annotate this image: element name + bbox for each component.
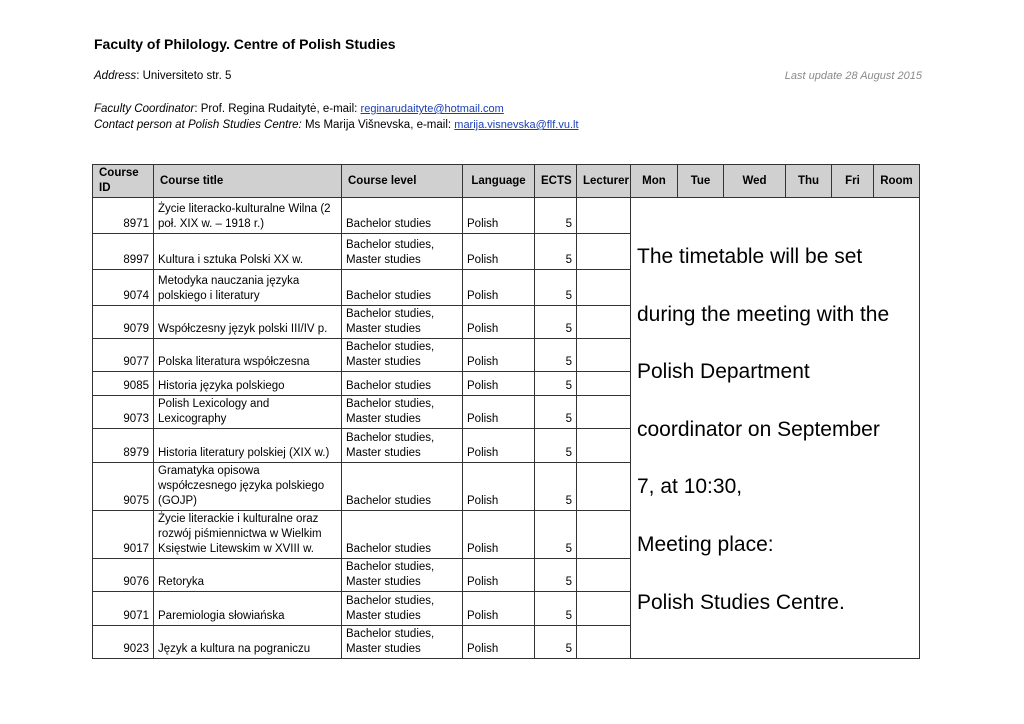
header-mon: Mon: [631, 165, 678, 198]
course-level-cell: Bachelor studies: [342, 198, 463, 234]
course-title-cell: Kultura i sztuka Polski XX w.: [154, 234, 342, 270]
course-level-cell: Bachelor studies: [342, 372, 463, 396]
course-id-cell: 9079: [93, 306, 154, 339]
header-thu: Thu: [786, 165, 832, 198]
course-level-cell: Bachelor studies, Master studies: [342, 396, 463, 429]
course-level-cell: Bachelor studies, Master studies: [342, 592, 463, 626]
language-cell: Polish: [463, 396, 535, 429]
contacts-block: [94, 101, 579, 133]
course-id-cell: 8971: [93, 198, 154, 234]
course-level-cell: Bachelor studies, Master studies: [342, 306, 463, 339]
address-line: [94, 70, 231, 82]
coordinator-email-link[interactable]: reginarudaityte@hotmail.com: [360, 103, 504, 115]
course-id-cell: 8979: [93, 429, 154, 463]
lecturer-cell: [577, 463, 631, 511]
header-tue: Tue: [678, 165, 724, 198]
lecturer-cell: [577, 511, 631, 559]
course-level-cell: Bachelor studies, Master studies: [342, 626, 463, 659]
course-title-cell: Polska literatura współczesna: [154, 339, 342, 372]
ects-cell: 5: [535, 592, 577, 626]
course-title-cell: Życie literackie i kulturalne oraz rozwój piśmiennictwa w Wielkim Księstwie Litewskim w XVIII w.: [154, 511, 342, 559]
course-title-cell: Historia literatury polskiej (XIX w.): [154, 429, 342, 463]
language-cell: Polish: [463, 372, 535, 396]
lecturer-cell: [577, 592, 631, 626]
course-title-cell: Paremiologia słowiańska: [154, 592, 342, 626]
ects-cell: 5: [535, 270, 577, 306]
header-ects: ECTS: [535, 165, 577, 198]
header-room: Room: [874, 165, 920, 198]
course-id-cell: 9077: [93, 339, 154, 372]
language-cell: Polish: [463, 463, 535, 511]
header-language: Language: [463, 165, 535, 198]
contact-value: Ms Marija Višnevska, e-mail:: [304, 119, 455, 131]
course-id-cell: 9076: [93, 559, 154, 592]
ects-cell: 5: [535, 559, 577, 592]
course-title-cell: Metodyka nauczania języka polskiego i literatury: [154, 270, 342, 306]
table-header-row: [93, 165, 920, 198]
lecturer-cell: [577, 306, 631, 339]
ects-cell: 5: [535, 429, 577, 463]
course-level-cell: Bachelor studies: [342, 270, 463, 306]
ects-cell: 5: [535, 396, 577, 429]
language-cell: Polish: [463, 234, 535, 270]
language-cell: Polish: [463, 270, 535, 306]
course-level-cell: Bachelor studies, Master studies: [342, 339, 463, 372]
course-table: [92, 164, 920, 659]
language-cell: Polish: [463, 429, 535, 463]
course-title-cell: Retoryka: [154, 559, 342, 592]
ects-cell: 5: [535, 511, 577, 559]
course-id-cell: 9017: [93, 511, 154, 559]
address-value: : Universiteto str. 5: [136, 70, 232, 82]
lecturer-cell: [577, 626, 631, 659]
course-title-cell: Współczesny język polski III/IV p.: [154, 306, 342, 339]
header-fri: Fri: [832, 165, 874, 198]
lecturer-cell: [577, 429, 631, 463]
lecturer-cell: [577, 559, 631, 592]
address-label: Address: [94, 70, 137, 82]
course-id-cell: 9023: [93, 626, 154, 659]
lecturer-cell: [577, 372, 631, 396]
course-level-cell: Bachelor studies, Master studies: [342, 234, 463, 270]
header-course-id: Course ID: [93, 165, 154, 198]
ects-cell: 5: [535, 626, 577, 659]
language-cell: Polish: [463, 592, 535, 626]
course-id-cell: 9073: [93, 396, 154, 429]
language-cell: Polish: [463, 198, 535, 234]
lecturer-cell: [577, 270, 631, 306]
language-cell: Polish: [463, 559, 535, 592]
lecturer-cell: [577, 234, 631, 270]
language-cell: Polish: [463, 511, 535, 559]
course-level-cell: Bachelor studies, Master studies: [342, 559, 463, 592]
table-body: [93, 198, 920, 659]
coordinator-label: Faculty Coordinator: [94, 103, 195, 115]
header-course-title: Course title: [154, 165, 342, 198]
course-title-cell: Gramatyka opisowa współczesnego języka polskiego (GOJP): [154, 463, 342, 511]
timetable-note: The timetable will be set during the meeting with the Polish Department coordinator on September 7, at 10:30, Meeting place: Polish Studies Centre.: [631, 198, 920, 659]
ects-cell: 5: [535, 234, 577, 270]
ects-cell: 5: [535, 463, 577, 511]
course-level-cell: Bachelor studies, Master studies: [342, 429, 463, 463]
language-cell: Polish: [463, 306, 535, 339]
course-title-cell: Historia języka polskiego: [154, 372, 342, 396]
last-update: Last update 28 August 2015: [784, 70, 922, 82]
contact-line: [94, 117, 579, 133]
header-wed: Wed: [724, 165, 786, 198]
course-id-cell: 8997: [93, 234, 154, 270]
contact-email-link[interactable]: marija.visnevska@flf.vu.lt: [454, 119, 579, 131]
ects-cell: 5: [535, 372, 577, 396]
course-title-cell: Polish Lexicology and Lexicography: [154, 396, 342, 429]
ects-cell: 5: [535, 306, 577, 339]
course-id-cell: 9074: [93, 270, 154, 306]
course-id-cell: 9075: [93, 463, 154, 511]
contact-label: Contact person at Polish Studies Centre:: [94, 119, 305, 131]
header-lecturer: Lecturer: [577, 165, 631, 198]
lecturer-cell: [577, 198, 631, 234]
course-id-cell: 9085: [93, 372, 154, 396]
ects-cell: 5: [535, 198, 577, 234]
header-course-level: Course level: [342, 165, 463, 198]
page-title: Faculty of Philology. Centre of Polish Studies: [94, 36, 396, 52]
language-cell: Polish: [463, 626, 535, 659]
coordinator-value: : Prof. Regina Rudaitytė, e-mail:: [194, 103, 361, 115]
table-row: [93, 198, 920, 234]
lecturer-cell: [577, 396, 631, 429]
ects-cell: 5: [535, 339, 577, 372]
lecturer-cell: [577, 339, 631, 372]
course-level-cell: Bachelor studies: [342, 463, 463, 511]
coordinator-line: [94, 101, 579, 117]
course-title-cell: Życie literacko-kulturalne Wilna (2 poł. XIX w. – 1918 r.): [154, 198, 342, 234]
language-cell: Polish: [463, 339, 535, 372]
course-id-cell: 9071: [93, 592, 154, 626]
course-title-cell: Język a kultura na pograniczu: [154, 626, 342, 659]
course-level-cell: Bachelor studies: [342, 511, 463, 559]
